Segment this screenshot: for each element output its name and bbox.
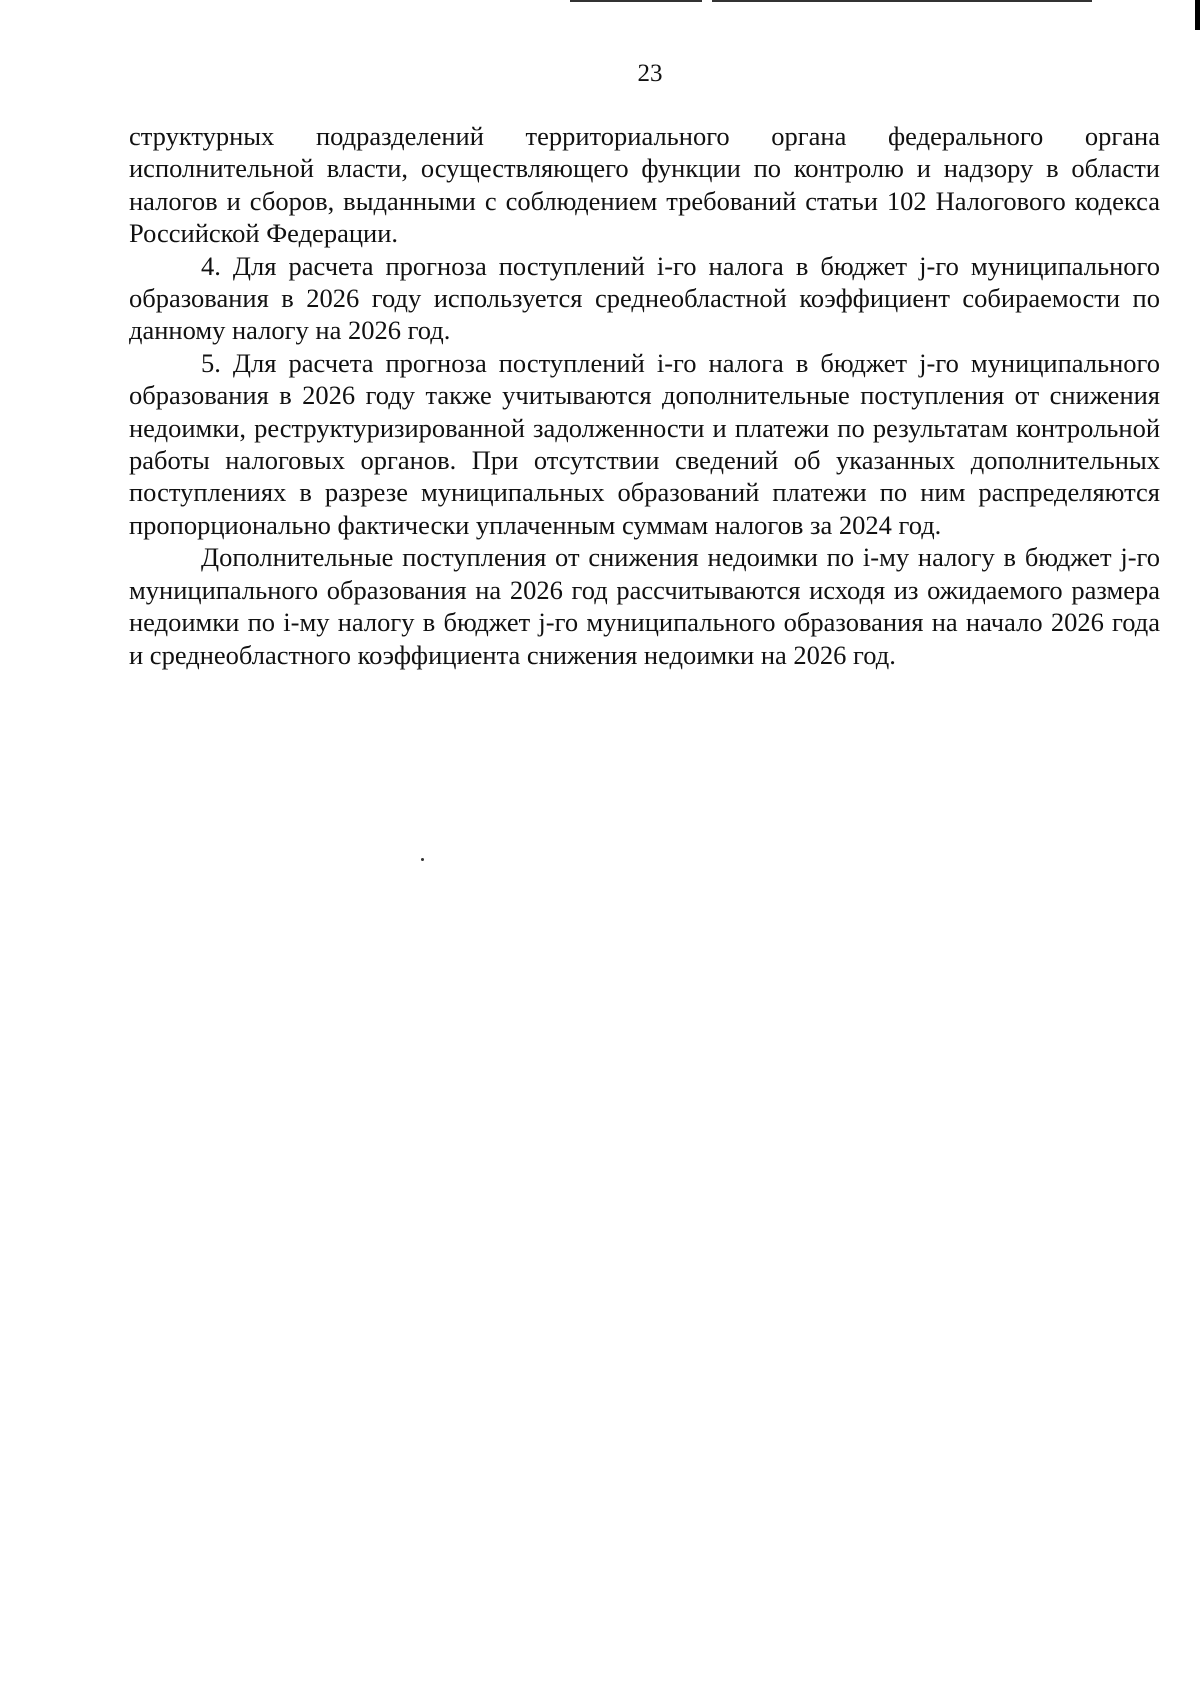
scan-border-top-right	[712, 0, 1092, 2]
paragraph-continuation: структурных подразделений территориального органа федерального органа исполнительной власти, осуществляющего функции по контролю и надзору в области налогов и сборов, выданными с соблюдением требований статьи 102 Налогового кодекса Российской Федерации.	[129, 121, 1160, 249]
document-body	[129, 120, 1160, 671]
scan-border-corner	[1195, 0, 1200, 30]
paragraph-item-5: 5. Для расчета прогноза поступлений i-го налога в бюджет j-го муниципального образования в 2026 году также учитываются дополнительные поступления от снижения недоимки, реструктуризированной задолженности и платежи по результатам контрольной работы налоговых органов. При отсутствии сведений об указанных дополнительных поступлениях в разрезе муниципальных образований платежи по ним распределяются пропорционально фактически уплаченным суммам налогов за 2024 год.	[129, 347, 1160, 540]
paragraph-additional-receipts: Дополнительные поступления от снижения недоимки по i-му налогу в бюджет j-го муниципального образования на 2026 год рассчитываются исходя из ожидаемого размера недоимки по i-му налогу в бюджет j-го муниципального образования на начало 2026 года и среднеобластного коэффициента снижения недоимки на 2026 год.	[129, 542, 1160, 670]
page-number: 23	[637, 60, 663, 87]
paragraph-item-4: 4. Для расчета прогноза поступлений i-го налога в бюджет j-го муниципального образования в 2026 году используется среднеобластной коэффициент собираемости по данному налогу на 2026 год.	[129, 250, 1160, 346]
scan-border-top-left	[570, 0, 702, 2]
scan-speck	[421, 858, 424, 861]
